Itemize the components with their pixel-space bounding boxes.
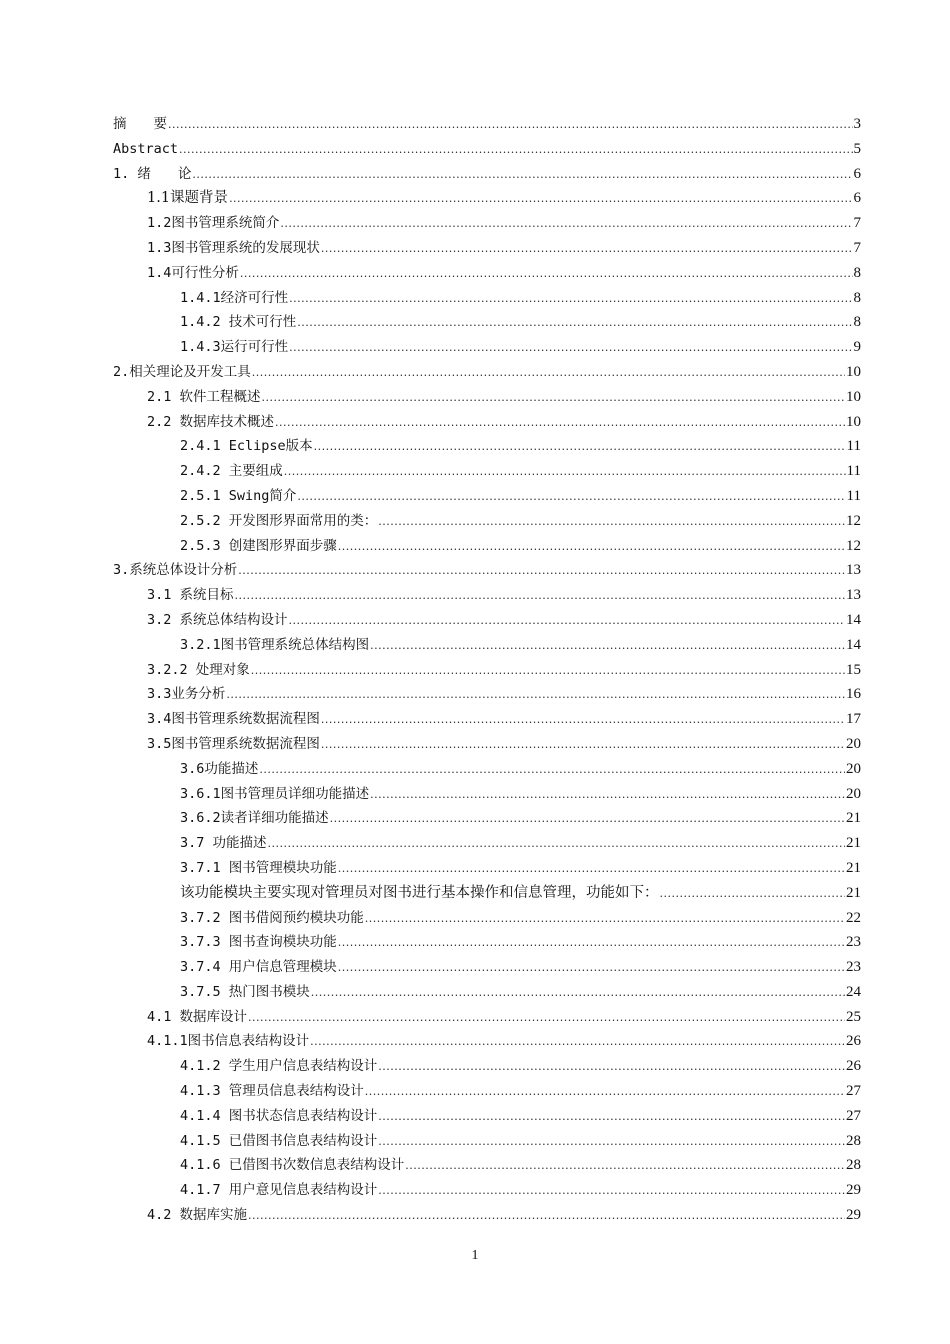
toc-entry-title: 3.1 系统目标	[147, 587, 234, 604]
toc-dot-leader	[330, 807, 845, 832]
toc-entry[interactable]	[113, 806, 861, 831]
toc-entry-page: 13	[846, 587, 861, 604]
toc-entry-title: 3.7.1 图书管理模块功能	[180, 859, 337, 876]
toc-entry-title: 3.系统总体设计分析	[113, 562, 238, 579]
toc-entry-title: 4.1.7 用户意见信息表结构设计	[180, 1182, 378, 1199]
toc-entry-title: 4.2 数据库实施	[147, 1207, 248, 1224]
toc-entry-title: 4.1.6 已借图书次数信息表结构设计	[180, 1157, 405, 1174]
toc-entry-page: 12	[846, 512, 861, 529]
toc-entry-page: 8	[853, 264, 861, 281]
toc-dot-leader	[378, 510, 845, 535]
toc-entry[interactable]	[113, 583, 861, 608]
toc-dot-leader	[251, 659, 845, 684]
page-number: 1	[471, 1248, 479, 1263]
toc-entry[interactable]	[113, 335, 861, 360]
toc-entry-page: 26	[846, 1058, 861, 1075]
toc-entry[interactable]	[113, 211, 861, 236]
toc-dot-leader	[280, 212, 852, 237]
toc-entry-title: 4.1.2 学生用户信息表结构设计	[180, 1058, 378, 1075]
toc-entry[interactable]	[113, 856, 861, 881]
toc-entry-page: 11	[846, 487, 861, 504]
toc-entry[interactable]	[113, 162, 861, 187]
toc-entry-title: 2.5.1 Swing简介	[180, 487, 297, 504]
toc-entry[interactable]	[113, 186, 861, 211]
toc-entry[interactable]	[113, 682, 861, 707]
toc-entry-page: 12	[846, 537, 861, 554]
toc-entry-page: 29	[846, 1207, 861, 1224]
toc-dot-leader	[179, 138, 852, 163]
toc-entry[interactable]	[113, 112, 861, 137]
toc-entry-page: 24	[846, 983, 861, 1000]
toc-entry-page: 6	[853, 190, 861, 207]
toc-dot-leader	[311, 981, 845, 1006]
toc-dot-leader	[370, 634, 845, 659]
toc-entry[interactable]	[113, 1054, 861, 1079]
toc-entry-page: 5	[853, 140, 861, 157]
toc-entry-page: 23	[846, 959, 861, 976]
toc-entry[interactable]	[113, 558, 861, 583]
toc-entry-page: 20	[846, 785, 861, 802]
toc-entry-page: 21	[846, 835, 861, 852]
toc-dot-leader	[314, 435, 846, 460]
toc-dot-leader	[378, 1130, 845, 1155]
toc-entry[interactable]	[113, 484, 861, 509]
toc-dot-leader	[238, 559, 845, 584]
toc-dot-leader	[252, 361, 845, 386]
toc-entry-page: 8	[853, 289, 861, 306]
toc-dot-leader	[310, 1030, 845, 1055]
toc-dot-leader	[378, 1179, 845, 1204]
toc-entry-page: 21	[846, 859, 861, 876]
toc-entry[interactable]	[113, 286, 861, 311]
toc-dot-leader	[289, 287, 852, 312]
toc-dot-leader	[229, 187, 852, 212]
toc-entry[interactable]	[113, 881, 861, 906]
toc-entry-page: 25	[846, 1008, 861, 1025]
toc-entry-title: 3.5图书管理系统数据流程图	[147, 735, 320, 752]
toc-dot-leader	[370, 783, 845, 808]
toc-entry-page: 21	[846, 884, 861, 901]
toc-entry-title: 摘 要	[113, 116, 167, 132]
toc-entry-title: 1.2图书管理系统简介	[147, 215, 280, 232]
toc-entry-page: 11	[846, 438, 861, 455]
toc-entry-page: 14	[846, 611, 861, 628]
toc-entry-title: 2.相关理论及开发工具	[113, 363, 251, 380]
toc-entry[interactable]	[113, 360, 861, 385]
toc-entry[interactable]	[113, 1178, 861, 1203]
toc-entry-title: 4.1 数据库设计	[147, 1008, 248, 1025]
toc-entry-title: 3.6.2读者详细功能描述	[180, 810, 329, 827]
toc-dot-leader	[262, 386, 845, 411]
toc-dot-leader	[248, 1204, 845, 1229]
toc-entry[interactable]	[113, 831, 861, 856]
toc-dot-leader	[405, 1154, 845, 1179]
toc-entry[interactable]	[113, 732, 861, 757]
toc-entry-page: 27	[846, 1107, 861, 1124]
toc-entry[interactable]	[113, 608, 861, 633]
toc-dot-leader	[365, 907, 845, 932]
toc-dot-leader	[240, 262, 853, 287]
toc-entry-page: 26	[846, 1033, 861, 1050]
toc-entry-title: 2.5.3 创建图形界面步骤	[180, 537, 337, 554]
toc-entry[interactable]	[113, 1203, 861, 1228]
toc-entry-title: 1.4.2 技术可行性	[180, 314, 297, 331]
toc-entry-page: 13	[846, 562, 861, 579]
toc-entry-title: 2.4.1 Eclipse版本	[180, 438, 313, 455]
toc-entry-title: 1.3图书管理系统的发展现状	[147, 239, 320, 256]
toc-entry-title: 3.2.2 处理对象	[147, 661, 250, 678]
toc-entry-title: 3.6.1图书管理员详细功能描述	[180, 785, 370, 802]
toc-entry[interactable]	[113, 658, 861, 683]
table-of-contents	[113, 112, 861, 1228]
toc-entry-title: 4.1.4 图书状态信息表结构设计	[180, 1107, 378, 1124]
toc-entry-title: 1.1课题背景	[147, 190, 229, 207]
toc-entry[interactable]	[113, 906, 861, 931]
toc-dot-leader	[660, 882, 846, 907]
toc-entry-page: 20	[846, 760, 861, 777]
toc-entry-title: 3.7.4 用户信息管理模块	[180, 959, 337, 976]
toc-entry-page: 14	[846, 636, 861, 653]
toc-entry[interactable]	[113, 757, 861, 782]
toc-entry[interactable]	[113, 410, 861, 435]
toc-entry-title: 4.1.1图书信息表结构设计	[147, 1033, 310, 1050]
toc-entry[interactable]	[113, 980, 861, 1005]
toc-entry-title: 3.7 功能描述	[180, 835, 267, 852]
toc-entry-page: 23	[846, 934, 861, 951]
toc-dot-leader	[321, 708, 845, 733]
toc-entry[interactable]	[113, 930, 861, 955]
toc-dot-leader	[192, 163, 852, 188]
toc-entry-page: 28	[846, 1157, 861, 1174]
toc-entry-page: 21	[846, 810, 861, 827]
toc-dot-leader	[365, 1080, 845, 1105]
toc-dot-leader	[226, 683, 845, 708]
toc-entry[interactable]	[113, 955, 861, 980]
toc-entry[interactable]	[113, 1129, 861, 1154]
toc-entry[interactable]	[113, 1029, 861, 1054]
toc-dot-leader	[338, 956, 845, 981]
toc-entry-page: 11	[846, 463, 861, 480]
toc-entry[interactable]	[113, 782, 861, 807]
toc-entry-title: 2.2 数据库技术概述	[147, 413, 275, 430]
toc-entry-title: 3.7.3 图书查询模块功能	[180, 934, 337, 951]
toc-entry[interactable]	[113, 633, 861, 658]
toc-dot-leader	[321, 733, 845, 758]
toc-entry[interactable]	[113, 310, 861, 335]
toc-entry-title: 3.2.1图书管理系统总体结构图	[180, 636, 370, 653]
toc-entry-title: 3.7.2 图书借阅预约模块功能	[180, 909, 364, 926]
toc-dot-leader	[275, 411, 845, 436]
toc-entry-page: 16	[846, 686, 861, 703]
toc-entry-page: 8	[853, 314, 861, 331]
toc-entry[interactable]	[113, 434, 861, 459]
toc-dot-leader	[289, 609, 845, 634]
toc-dot-leader	[321, 237, 853, 262]
toc-entry[interactable]	[113, 1153, 861, 1178]
toc-entry-title: 2.5.2 开发图形界面常用的类：	[180, 512, 378, 529]
toc-entry[interactable]	[113, 236, 861, 261]
toc-entry-title: 3.2 系统总体结构设计	[147, 611, 288, 628]
toc-entry[interactable]	[113, 261, 861, 286]
toc-dot-leader	[297, 311, 852, 336]
toc-dot-leader	[338, 535, 845, 560]
toc-entry-title: 1. 绪 论	[113, 165, 192, 182]
toc-entry-page: 22	[846, 909, 861, 926]
toc-entry[interactable]	[113, 459, 861, 484]
toc-entry-title: 3.6功能描述	[180, 760, 259, 777]
toc-entry-page: 7	[853, 239, 861, 256]
toc-entry[interactable]	[113, 534, 861, 559]
toc-entry-title: 4.1.3 管理员信息表结构设计	[180, 1083, 364, 1100]
toc-entry[interactable]	[113, 707, 861, 732]
toc-entry-page: 10	[846, 363, 861, 380]
toc-entry-page: 17	[846, 711, 861, 728]
toc-dot-leader	[268, 832, 845, 857]
toc-entry-page: 28	[846, 1132, 861, 1149]
toc-entry-page: 3	[853, 116, 861, 132]
toc-dot-leader	[248, 1006, 845, 1031]
toc-dot-leader	[284, 460, 846, 485]
toc-entry-title: 1.4.3运行可行性	[180, 339, 289, 356]
toc-dot-leader	[168, 113, 853, 138]
toc-entry-title: 1.4.1经济可行性	[180, 289, 289, 306]
toc-dot-leader	[297, 485, 845, 510]
toc-dot-leader	[259, 758, 845, 783]
toc-entry-title: 4.1.5 已借图书信息表结构设计	[180, 1132, 378, 1149]
toc-entry[interactable]	[113, 1005, 861, 1030]
toc-entry-page: 10	[846, 413, 861, 430]
toc-entry[interactable]	[113, 1104, 861, 1129]
toc-entry-page: 10	[846, 388, 861, 405]
toc-entry-page: 15	[846, 661, 861, 678]
toc-dot-leader	[378, 1105, 845, 1130]
toc-entry-title: 该功能模块主要实现对管理员对图书进行基本操作和信息管理，功能如下：	[180, 884, 659, 901]
toc-entry-title: 3.7.5 热门图书模块	[180, 983, 310, 1000]
toc-dot-leader	[338, 857, 845, 882]
toc-entry[interactable]	[113, 137, 861, 162]
toc-entry-title: 2.4.2 主要组成	[180, 463, 283, 480]
toc-entry-title: 3.3业务分析	[147, 686, 226, 703]
toc-dot-leader	[338, 931, 845, 956]
toc-entry-page: 20	[846, 735, 861, 752]
toc-entry-page: 9	[853, 339, 861, 356]
toc-dot-leader	[235, 584, 845, 609]
toc-dot-leader	[289, 336, 852, 361]
toc-entry-title: 3.4图书管理系统数据流程图	[147, 711, 320, 728]
toc-entry[interactable]	[113, 385, 861, 410]
toc-entry[interactable]	[113, 1079, 861, 1104]
toc-entry-page: 6	[853, 165, 861, 182]
toc-entry-title: 1.4可行性分析	[147, 264, 239, 281]
toc-dot-leader	[378, 1055, 845, 1080]
toc-entry-title: 2.1 软件工程概述	[147, 388, 261, 405]
toc-entry-page: 7	[853, 215, 861, 232]
toc-entry[interactable]	[113, 509, 861, 534]
toc-entry-page: 27	[846, 1083, 861, 1100]
toc-entry-title: Abstract	[113, 140, 179, 157]
toc-entry-page: 29	[846, 1182, 861, 1199]
